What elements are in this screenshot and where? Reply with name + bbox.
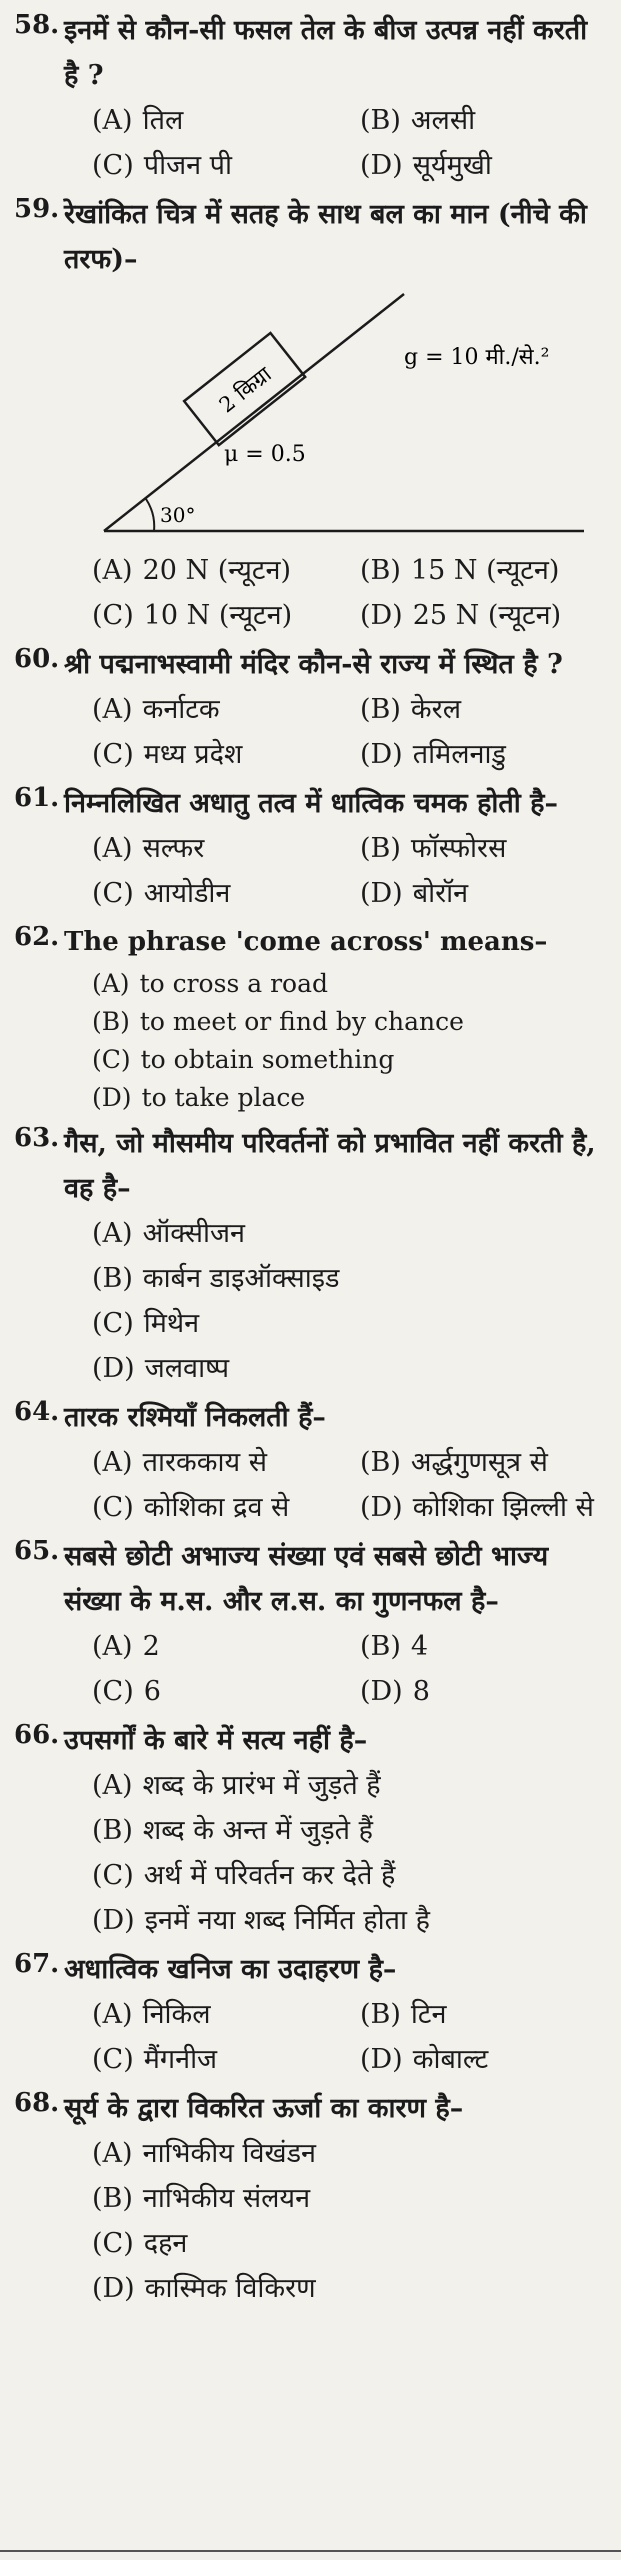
option-c: (C) 6 [92,1676,161,1707]
incline-line [104,294,404,531]
question-number: 66. [14,1720,60,1750]
options [64,548,601,638]
question-59 [14,192,601,638]
options [64,1440,601,1530]
question-text: सूर्य के द्वारा विकरित ऊर्जा का कारण है– [64,2093,464,2124]
option-b: (B) शब्द के अन्त में जुड़ते हैं [92,1815,373,1846]
option-c: (C) अर्थ में परिवर्तन कर देते हैं [92,1860,396,1891]
question-68 [14,2086,601,2311]
question-text: सबसे छोटी अभाज्य संख्या एवं सबसे छोटी भाज्य संख्या के म.स. और ल.स. का गुणनफल है– [64,1541,549,1617]
option-c: (C) मैंगनीज [92,2044,218,2075]
option-c: (C) दहन [92,2228,188,2259]
question-61 [14,781,601,916]
options [64,826,601,916]
question-number: 61. [14,783,60,813]
option-d: (D) इनमें नया शब्द निर्मित होता है [92,1905,430,1936]
option-d: (D) कास्मिक विकिरण [92,2273,316,2304]
option-b: (B) 15 N (न्यूटन) [360,555,560,586]
question-number: 59. [14,194,60,224]
question-63 [14,1121,601,1391]
option-b: (B) अलसी [360,105,476,136]
question-64 [14,1395,601,1530]
options [64,98,601,188]
option-b: (B) कार्बन डाइऑक्साइड [92,1263,340,1294]
question-number: 60. [14,644,60,674]
incline-diagram [84,286,604,548]
option-d: (D) to take place [92,1083,306,1112]
question-number: 63. [14,1123,60,1153]
option-a: (A) 20 N (न्यूटन) [92,555,292,586]
option-a: (A) 2 [92,1631,160,1662]
question-text: उपसर्गों के बारे में सत्य नहीं है– [64,1725,368,1756]
question-number: 67. [14,1949,60,1979]
question-65 [14,1534,601,1714]
options [64,965,601,1117]
question-text: श्री पद्मनाभस्वामी मंदिर कौन-से राज्य में स्थित है ? [64,649,563,680]
option-a: (A) कर्नाटक [92,694,220,725]
option-a: (A) नाभिकीय विखंडन [92,2138,317,2169]
angle-label: 30° [160,503,196,527]
option-b: (B) to meet or find by chance [92,1007,464,1036]
question-67 [14,1947,601,2082]
question-text: रेखांकित चित्र में सतह के साथ बल का मान (नीचे की तरफ)– [64,199,587,275]
option-c: (C) आयोडीन [92,878,231,909]
option-a: (A) to cross a road [92,969,328,998]
question-number: 58. [14,10,60,40]
options [64,1992,601,2082]
options [64,2131,601,2311]
option-b: (B) केरल [360,694,462,725]
mass-label: 2 किग्रा [214,362,276,418]
question-text: निम्नलिखित अधातु तत्व में धात्विक चमक होती है– [64,788,559,819]
option-b: (B) फॉस्फोरस [360,833,507,864]
option-a: (A) सल्फर [92,833,205,864]
option-c: (C) to obtain something [92,1045,395,1074]
options [64,687,601,777]
option-c: (C) कोशिका द्रव से [92,1492,290,1523]
option-a: (A) तारककाय से [92,1447,267,1478]
option-c: (C) मिथेन [92,1308,200,1339]
friction-label: μ = 0.5 [224,442,306,467]
option-d: (D) बोरॉन [360,878,469,909]
question-number: 68. [14,2088,60,2118]
option-d: (D) 25 N (न्यूटन) [360,600,562,631]
option-d: (D) कोबाल्ट [360,2044,489,2075]
option-c: (C) 10 N (न्यूटन) [92,600,293,631]
option-a: (A) निकिल [92,1999,211,2030]
option-b: (B) टिन [360,1999,447,2030]
option-d: (D) 8 [360,1676,430,1707]
options [64,1211,601,1391]
option-d: (D) सूर्यमुखी [360,150,492,181]
question-number: 62. [14,922,60,952]
option-a: (A) ऑक्सीजन [92,1218,246,1249]
option-b: (B) नाभिकीय संलयन [92,2183,311,2214]
gravity-label: g = 10 मी./से.² [404,345,550,370]
option-d: (D) जलवाष्प [92,1353,230,1384]
mass-block [184,333,305,445]
question-text: गैस, जो मौसमीय परिवर्तनों को प्रभावित नहीं करती है, वह है– [64,1128,596,1204]
question-58 [14,8,601,188]
question-number: 64. [14,1397,60,1427]
incline-figure [84,286,601,548]
option-a: (A) तिल [92,105,184,136]
option-c: (C) पीजन पी [92,150,232,181]
options [64,1624,601,1714]
option-b: (B) 4 [360,1631,429,1662]
option-c: (C) मध्य प्रदेश [92,739,243,770]
options [64,1763,601,1943]
option-d: (D) कोशिका झिल्ली से [360,1492,594,1523]
question-text: अधात्विक खनिज का उदाहरण है– [64,1954,397,1985]
option-d: (D) तमिलनाडु [360,739,506,770]
option-b: (B) अर्द्धगुणसूत्र से [360,1447,548,1478]
question-text: The phrase 'come across' means– [64,927,548,957]
bottom-divider [0,2550,621,2552]
angle-arc [146,499,154,531]
question-number: 65. [14,1536,60,1566]
question-60 [14,642,601,777]
question-66 [14,1718,601,1943]
question-62 [14,920,601,1117]
option-a: (A) शब्द के प्रारंभ में जुड़ते हैं [92,1770,381,1801]
question-text: इनमें से कौन-सी फसल तेल के बीज उत्पन्न नहीं करती है ? [64,15,588,91]
question-text: तारक रश्मियाँ निकलती हैं– [64,1402,326,1433]
